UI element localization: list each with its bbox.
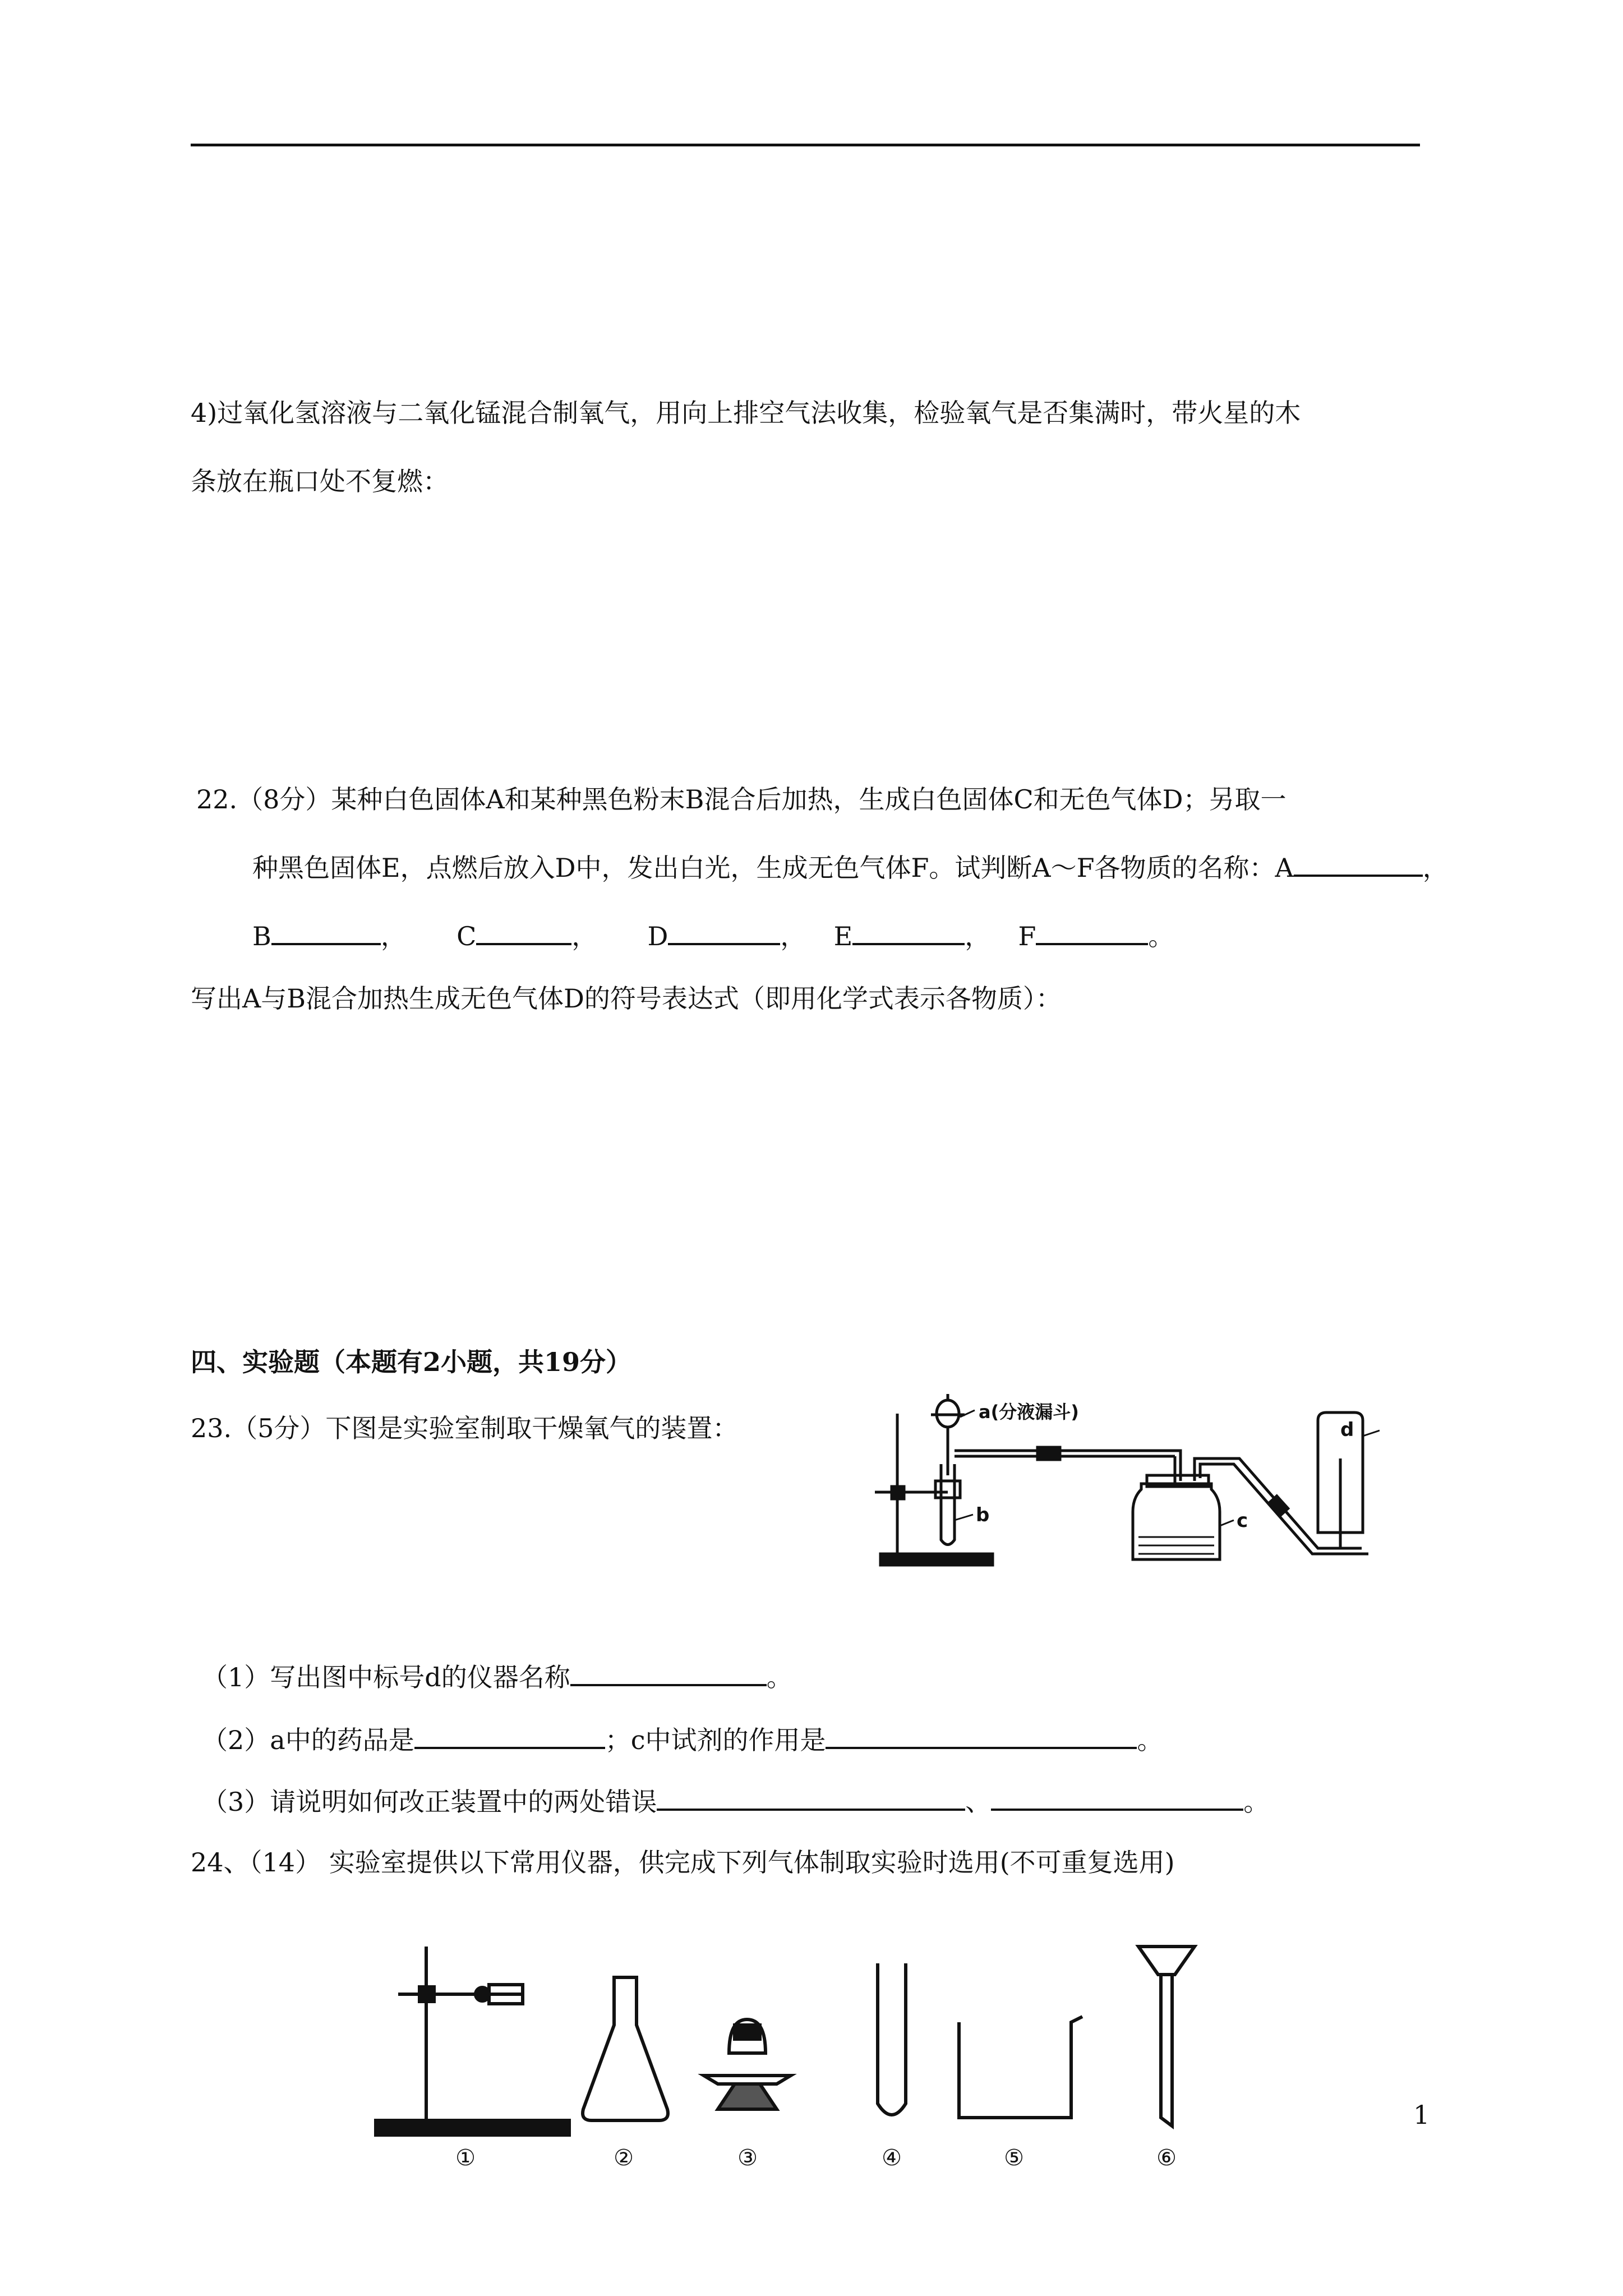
answer-blank-a[interactable]	[1294, 850, 1423, 877]
instrument-label-6: ⑥	[1156, 2145, 1177, 2171]
answer-blank-f[interactable]	[1036, 918, 1148, 945]
label-b: b	[976, 1504, 990, 1526]
q22-line1: 22.（8分）某种白色固体A和某种黑色粉末B混合后加热，生成白色固体C和无色气体D；另取一	[196, 784, 1287, 815]
label-c: c	[1237, 1510, 1248, 1532]
oxygen-apparatus-diagram	[875, 1391, 1380, 1576]
q23-sub2: （2）a中的药品是 ；c中试剂的作用是 。	[202, 1722, 1163, 1757]
label-a: a(分液漏斗)	[979, 1401, 1079, 1423]
answer-blank-e[interactable]	[852, 918, 965, 945]
answer-blank-c-function[interactable]	[826, 1722, 1137, 1749]
q22-line2-text: 种黑色固体E，点燃后放入D中，发出白光，生成无色气体F。试判断A～F各物质的名称：A	[252, 853, 1294, 883]
answer-blank-error-2[interactable]	[991, 1784, 1243, 1811]
q22-line4: 写出A与B混合加热生成无色气体D的符号表达式（即用化学式表示各物质）：	[191, 983, 1062, 1014]
q23-intro: 23.（5分）下图是实验室制取干燥氧气的装置：	[191, 1413, 739, 1443]
instrument-label-3: ③	[737, 2145, 758, 2171]
section-4-title: 四、实验题（本题有2小题，共19分）	[191, 1347, 632, 1377]
header-rule	[191, 144, 1420, 146]
answer-blank-a-reagent[interactable]	[414, 1722, 605, 1749]
label-d: d	[1340, 1419, 1354, 1441]
instrument-label-5: ⑤	[1004, 2145, 1024, 2171]
alcohol-lamp	[704, 2019, 791, 2109]
conical-flask	[583, 1977, 668, 2120]
q22-line3: B ， C ， D ， E ， F 。	[252, 918, 1174, 953]
answer-blank-d-name[interactable]	[570, 1659, 767, 1686]
q22-line2: 种黑色固体E，点燃后放入D中，发出白光，生成无色气体F。试判断A～F各物质的名称：A ，	[252, 850, 1449, 885]
q24-intro: 24、（14） 实验室提供以下常用仪器，供完成下列气体制取实验时选用(不可重复选用)	[191, 1847, 1175, 1878]
q21-4-line1: 4)过氧化氢溶液与二氧化锰混合制氧气，用向上排空气法收集，检验氧气是否集满时，带火星的木	[191, 398, 1301, 428]
page-number: 1	[1413, 2100, 1430, 2130]
beaker	[959, 2017, 1082, 2118]
q21-4-line2: 条放在瓶口处不复燃：	[191, 466, 449, 496]
instrument-label-4: ④	[882, 2145, 902, 2171]
answer-blank-b[interactable]	[271, 918, 381, 945]
answer-blank-c[interactable]	[476, 918, 571, 945]
long-neck-funnel	[1138, 1947, 1195, 2126]
test-tube-b	[941, 1464, 955, 1545]
instrument-figure	[365, 1941, 1430, 2177]
answer-blank-d[interactable]	[668, 918, 780, 945]
test-tube	[878, 1963, 906, 2115]
q23-sub3: （3）请说明如何改正装置中的两处错误 、 。	[202, 1784, 1269, 1819]
iron-stand	[376, 1947, 569, 2135]
stand-base	[880, 1554, 993, 1565]
gas-washing-bottle-c	[1133, 1484, 1220, 1559]
answer-blank-error-1[interactable]	[657, 1784, 965, 1811]
q23-sub1: （1）写出图中标号d的仪器名称 。	[202, 1659, 792, 1694]
instrument-label-2: ②	[614, 2145, 634, 2171]
instrument-label-1: ①	[455, 2145, 476, 2171]
